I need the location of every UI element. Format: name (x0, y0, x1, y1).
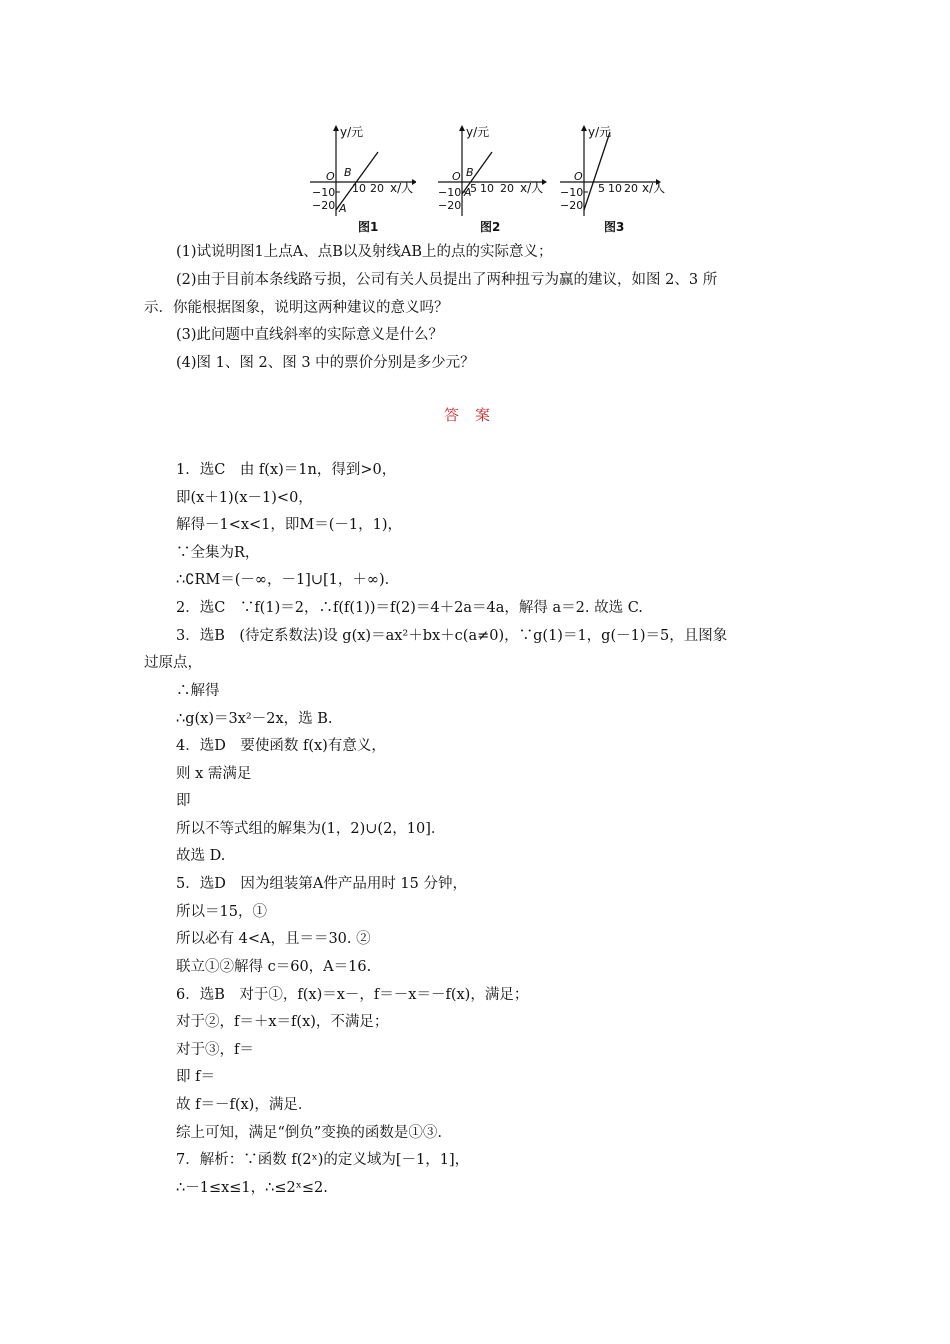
point-b-label: B (466, 166, 474, 179)
question-1: (1)试说明图1上点A、点B以及射线AB上的点的实际意义； (176, 244, 553, 260)
question-4: (4)图 1、图 2、图 3 中的票价分别是多少元？ (176, 355, 475, 371)
question-2-cont: 示．你能根据图象，说明这两种建议的意义吗？ (144, 300, 449, 316)
x-axis-label: x/人 (520, 181, 544, 195)
caption-figure-1: 图1 (358, 220, 379, 234)
x-axis-label: x/人 (642, 181, 666, 195)
answer-line: 联立①②解得 c＝60，A＝16. (176, 959, 372, 975)
origin-label: O (574, 170, 583, 183)
answer-line: 即 (176, 793, 191, 809)
origin-label: O (452, 170, 461, 183)
point-a-label: A (339, 202, 347, 215)
tick-5-label: 5 (598, 182, 605, 195)
answer-line: 即(x＋1)(x－1)<0， (176, 490, 313, 506)
figure-2 (434, 120, 550, 216)
point-b-label: B (344, 166, 352, 179)
answer-line: 所以不等式组的解集为(1，2)∪(2，10]． (176, 821, 446, 837)
tick-10-label: 10 (480, 182, 494, 195)
answer-line: 故选 D. (176, 848, 226, 864)
answer-line: 6．选B 对于①，f(x)＝x－，f＝－x＝－f(x)，满足； (176, 987, 529, 1003)
answer-line: 7．解析：∵函数 f(2ˣ)的定义域为[－1，1]， (176, 1152, 470, 1168)
origin-label: O (326, 170, 335, 183)
answer-line: 解得－1<x<1，即M＝(－1，1)， (176, 517, 403, 533)
answer-line: ∴解得 (176, 683, 220, 699)
tick-neg10-label: −10 (438, 186, 462, 199)
answer-line: 所以必有 4<A，且＝＝30. ② (176, 931, 371, 947)
question-3: (3)此问题中直线斜率的实际意义是什么？ (176, 327, 444, 343)
answer-line: ∵全集为R， (176, 545, 260, 561)
answer-line: 即 f＝ (176, 1069, 215, 1085)
answer-title: 答案 (443, 406, 506, 424)
tick-neg10-label: −10 (560, 186, 584, 199)
answer-line: 对于③，f＝ (176, 1042, 254, 1058)
answer-line: 过原点， (144, 655, 202, 671)
figures-row (300, 120, 666, 234)
figure-3 (556, 120, 672, 216)
answer-line: ∴g(x)＝3x²－2x，选 B. (176, 711, 333, 727)
answer-line: 3．选B (待定系数法)设 g(x)＝ax²＋bx＋c(a≠0)，∵g(1)＝1，g(－1)＝5，且图象 (176, 628, 728, 644)
tick-neg10-label: −10 (312, 186, 336, 199)
caption-figure-3: 图3 (604, 220, 625, 234)
answer-line: 综上可知，满足“倒负”变换的函数是①③. (176, 1125, 442, 1141)
tick-neg20-label: −20 (312, 199, 336, 212)
answer-line: 5．选D 因为组装第A件产品用时 15 分钟， (176, 876, 467, 892)
question-2: (2)由于目前本条线路亏损，公司有关人员提出了两种扭亏为赢的建议，如图 2、3 所 (176, 272, 718, 288)
answer-line: 2．选C ∵f(1)＝2，∴f(f(1))＝f(2)＝4＋2a＝4a，解得 a＝2. 故选 C. (176, 600, 643, 616)
y-axis-label: y/元 (588, 125, 612, 139)
tick-neg20-label: −20 (438, 199, 462, 212)
tick-10-label: 10 (608, 182, 622, 195)
y-arrow (333, 125, 339, 131)
caption-figure-2: 图2 (480, 220, 501, 234)
answer-line: 1．选C 由 f(x)＝1n，得到>0， (176, 462, 397, 478)
answer-line: 所以＝15，① (176, 904, 267, 920)
answer-line: 4．选D 要使函数 f(x)有意义， (176, 738, 386, 754)
y-arrow (581, 125, 587, 131)
tick-5-label: 5 (470, 182, 477, 195)
answer-line: ∴－1≤x≤1，∴≤2ˣ≤2. (176, 1180, 328, 1196)
y-axis-label: y/元 (466, 125, 490, 139)
tick-20-label: 20 (624, 182, 638, 195)
tick-20-label: 20 (370, 182, 384, 195)
y-axis-label: y/元 (340, 125, 364, 139)
answer-line: ∴∁RM＝(－∞，－1]∪[1，＋∞)． (176, 572, 400, 588)
answer-line: 故 f＝－f(x)，满足． (176, 1097, 313, 1113)
answer-line: 对于②，f＝＋x＝f(x)，不满足； (176, 1014, 389, 1030)
point-a-label: A (464, 186, 472, 199)
tick-neg20-label: −20 (560, 199, 584, 212)
x-axis-label: x/人 (390, 181, 414, 195)
answer-line: 则 x 需满足 (176, 766, 252, 782)
tick-10-label: 10 (352, 182, 366, 195)
y-arrow (459, 125, 465, 131)
line-ab (584, 132, 610, 210)
tick-20-label: 20 (500, 182, 514, 195)
figure-1 (300, 120, 416, 216)
